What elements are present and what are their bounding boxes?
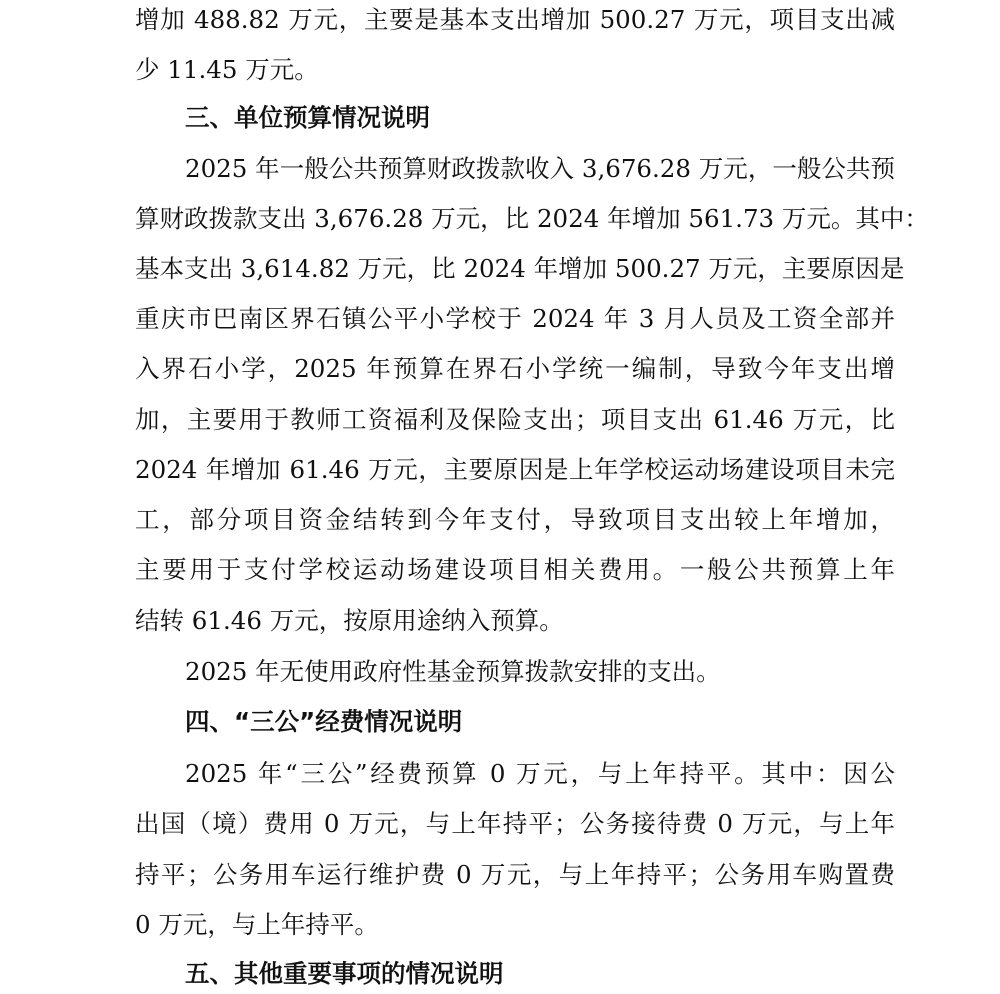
section-heading: 三、单位预算情况说明 xyxy=(185,103,430,132)
paragraph-line: 2025 年无使用政府性基金预算拨款安排的支出。 xyxy=(185,657,721,686)
paragraph-line: 加，主要用于教师工资福利及保险支出；项目支出 61.46 万元，比 xyxy=(135,405,895,434)
paragraph-line: 2025 年一般公共预算财政拨款收入 3,676.28 万元，一般公共预 xyxy=(185,154,895,183)
paragraph-line: 算财政拨款支出 3,676.28 万元，比 2024 年增加 561.73 万元。其中： xyxy=(135,204,929,233)
paragraph-line: 结转 61.46 万元，按原用途纳入预算。 xyxy=(135,606,564,635)
paragraph-line: 基本支出 3,614.82 万元，比 2024 年增加 500.27 万元，主要原因是 xyxy=(135,254,905,283)
section-heading: 四、“三公”经费情况说明 xyxy=(185,707,463,736)
paragraph-line: 主要用于支付学校运动场建设项目相关费用。一般公共预算上年 xyxy=(135,555,895,584)
paragraph-line: 持平；公务用车运行维护费 0 万元，与上年持平；公务用车购置费 xyxy=(135,860,895,889)
paragraph-line: 工，部分项目资金结转到今年支付，导致项目支出较上年增加， xyxy=(135,505,895,534)
paragraph-line: 入界石小学，2025 年预算在界石小学统一编制，导致今年支出增 xyxy=(135,354,895,383)
section-heading: 五、其他重要事项的情况说明 xyxy=(185,959,504,988)
paragraph-line: 增加 488.82 万元，主要是基本支出增加 500.27 万元，项目支出减 xyxy=(135,5,895,34)
paragraph-line: 重庆市巴南区界石镇公平小学校于 2024 年 3 月人员及工资全部并 xyxy=(135,304,895,333)
paragraph-line: 少 11.45 万元。 xyxy=(135,55,319,84)
paragraph-line: 2024 年增加 61.46 万元，主要原因是上年学校运动场建设项目未完 xyxy=(135,455,895,484)
paragraph-line: 2025 年“三公”经费预算 0 万元，与上年持平。其中：因公 xyxy=(185,759,895,788)
paragraph-line: 0 万元，与上年持平。 xyxy=(135,910,379,939)
paragraph-line: 出国（境）费用 0 万元，与上年持平；公务接待费 0 万元，与上年 xyxy=(135,809,895,838)
